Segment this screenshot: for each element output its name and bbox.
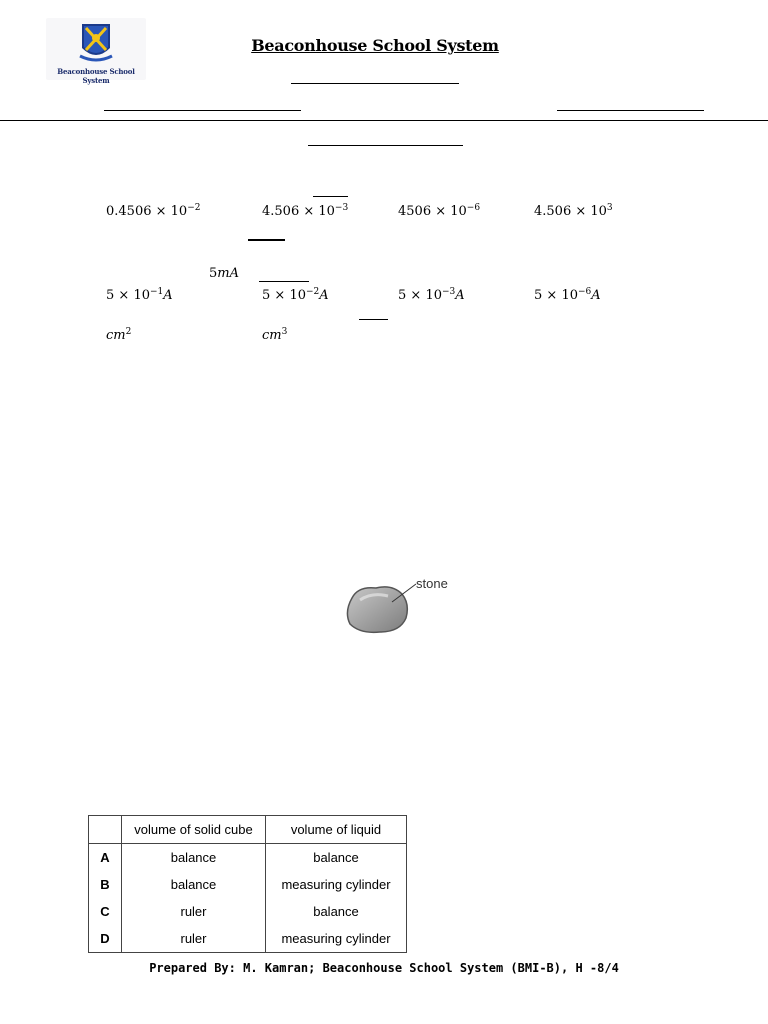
q1-blank: [313, 196, 348, 197]
stone-label: stone: [416, 576, 448, 591]
table-row: [89, 898, 407, 925]
row-letter: D: [89, 925, 122, 953]
q1-option-3: $4506 \times 10^{-6}$: [398, 203, 481, 219]
q1-option-1: $0.4506 \times 10^{-2}$: [106, 203, 201, 219]
table-row: [89, 925, 407, 953]
q1-option-2: $4.506 \times 10^{-3}$: [262, 203, 349, 219]
row-liquid: balance: [266, 844, 407, 872]
q1-option-4: $4.506 \times 10^3$: [534, 203, 613, 219]
options-table: [88, 815, 407, 953]
row-liquid: measuring cylinder: [266, 925, 407, 953]
table-header-letter: [89, 816, 122, 844]
row-liquid: measuring cylinder: [266, 871, 407, 898]
q2-option-3: $5 \times 10^{-3}A$: [398, 287, 465, 303]
q3-blank: [359, 319, 388, 320]
blank-line-name: [104, 110, 301, 111]
q2-option-1: $5 \times 10^{-1}A$: [106, 287, 173, 303]
footer-credit: Prepared By: M. Kamran; Beaconhouse School System (BMI-B), H -8/4: [149, 961, 619, 975]
blank-line-subtitle: [291, 83, 459, 84]
table-header-cube: volume of solid cube: [122, 816, 266, 844]
stone-icon: [330, 570, 470, 640]
q1-answer-underline: [248, 239, 285, 241]
q2-option-2: $5 \times 10^{-2}A$: [262, 287, 329, 303]
row-letter: A: [89, 844, 122, 872]
q2-blank: [259, 281, 309, 282]
row-cube: ruler: [122, 898, 266, 925]
blank-line-heading: [308, 145, 463, 146]
q2-given-value: 5mA: [209, 266, 239, 281]
stone-figure: [330, 570, 470, 640]
row-cube: balance: [122, 844, 266, 872]
table-header-liquid: volume of liquid: [266, 816, 407, 844]
school-title: Beaconhouse School System: [251, 36, 499, 55]
row-cube: ruler: [122, 925, 266, 953]
row-liquid: balance: [266, 898, 407, 925]
table-row: [89, 844, 407, 872]
table-row: [89, 871, 407, 898]
table-header-row: [89, 816, 407, 844]
q3-option-1: $cm^2$: [106, 327, 132, 343]
q3-option-2: $cm^3$: [262, 327, 288, 343]
logo-caption: Beaconhouse School System: [57, 67, 135, 85]
row-letter: B: [89, 871, 122, 898]
blank-line-date: [557, 110, 704, 111]
row-letter: C: [89, 898, 122, 925]
header-divider: [0, 120, 768, 121]
row-cube: balance: [122, 871, 266, 898]
crest-icon: [46, 18, 146, 68]
q2-option-4: $5 \times 10^{-6}A$: [534, 287, 601, 303]
